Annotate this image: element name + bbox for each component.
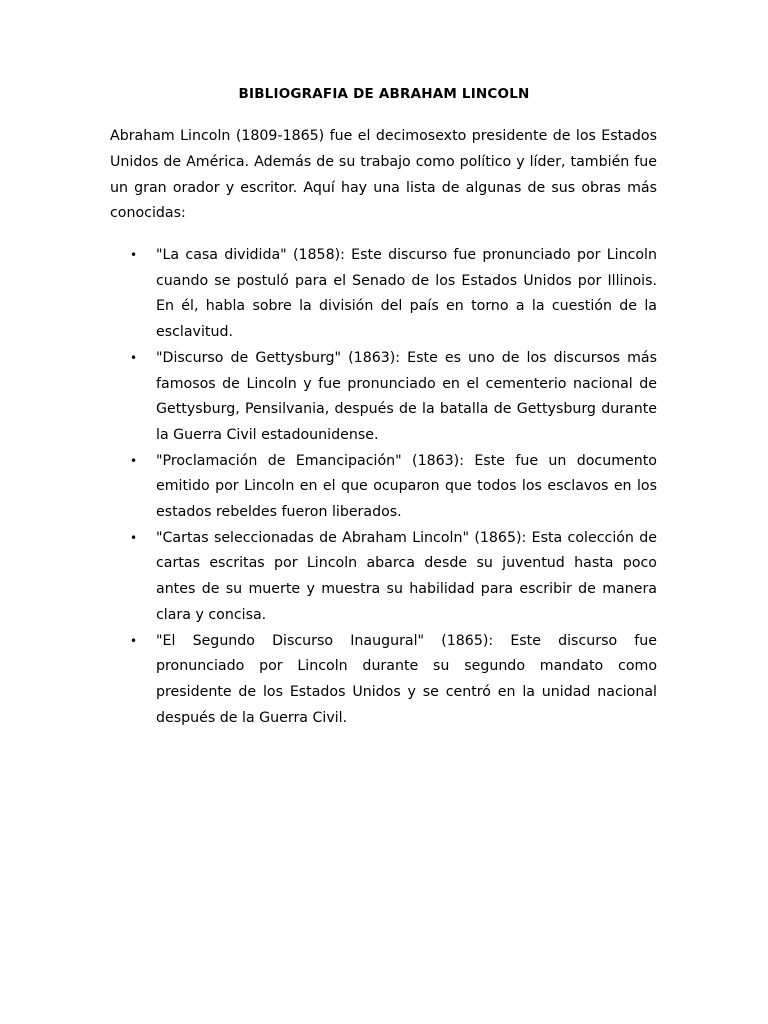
list-item-text: "Proclamación de Emancipación" (1863): Este fue un documento emitido por Lincoln en el que ocuparon que todos los esclavos en los estados rebeldes fueron liberados. <box>156 452 657 521</box>
list-item-text: "Cartas seleccionadas de Abraham Lincoln" (1865): Esta colección de cartas escritas por Lincoln abarca desde su juventud hasta poco antes de su muerte y muestra su habilidad para escribir de manera clara y concisa. <box>156 529 657 623</box>
bullet-icon: • <box>130 453 138 468</box>
works-list <box>110 243 657 731</box>
document-title: BIBLIOGRAFIA DE ABRAHAM LINCOLN <box>238 86 530 102</box>
list-item <box>110 346 657 449</box>
list-item-text: "Discurso de Gettysburg" (1863): Este es uno de los discursos más famosos de Lincoln y fue pronunciado en el cementerio nacional de Gettysburg, Pensilvania, después de la batalla de Gettysburg durante la Guerra Civil estadounidense. <box>156 349 657 443</box>
list-item <box>110 449 657 526</box>
list-item <box>110 243 657 346</box>
bullet-icon: • <box>130 633 138 648</box>
list-item <box>110 629 657 732</box>
list-item-text: "La casa dividida" (1858): Este discurso fue pronunciado por Lincoln cuando se postuló para el Senado de los Estados Unidos por Illinois. En él, habla sobre la división del país en torno a la cuestión de la esclavitud. <box>156 247 657 341</box>
bullet-icon: • <box>130 248 138 262</box>
bullet-icon: • <box>130 350 138 365</box>
list-item <box>110 526 657 629</box>
intro-paragraph: Abraham Lincoln (1809-1865) fue el decimosexto presidente de los Estados Unidos de América. Además de su trabajo como político y líder, también fue un gran orador y escritor. Aquí hay una lista de algunas de sus obras más conocidas: <box>110 128 657 222</box>
bullet-icon: • <box>130 530 138 545</box>
list-item-text: "El Segundo Discurso Inaugural" (1865): Este discurso fue pronunciado por Lincoln durante su segundo mandato como presidente de los Estados Unidos y se centró en la unidad nacional después de la Guerra Civil. <box>156 632 657 726</box>
